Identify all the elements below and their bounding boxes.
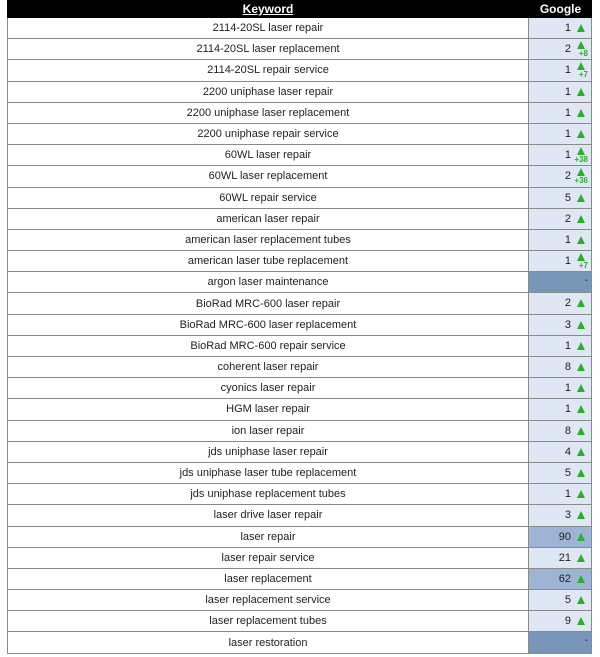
- table-header: [7, 0, 592, 18]
- rank-change: +7: [578, 261, 588, 271]
- rank-value: 5: [564, 594, 571, 607]
- keyword-cell: laser replacement: [7, 569, 529, 589]
- table-row: [7, 632, 592, 653]
- trend-up-icon: [577, 321, 585, 329]
- table-row: [7, 60, 592, 81]
- rank-value: 1: [564, 255, 571, 268]
- table-row: [7, 569, 592, 590]
- trend-up-icon: [577, 363, 585, 371]
- keyword-cell: laser replacement service: [7, 590, 529, 610]
- google-rank-cell: [529, 336, 592, 356]
- rank-value: 2: [564, 212, 571, 225]
- google-rank-cell: [529, 484, 592, 504]
- google-rank-cell: [529, 399, 592, 419]
- google-rank-cell: [529, 442, 592, 462]
- trend-up-icon: [577, 405, 585, 413]
- google-rank-cell: [529, 632, 592, 652]
- google-rank-cell: [529, 230, 592, 250]
- keyword-cell: 60WL laser repair: [7, 145, 529, 165]
- google-rank-cell: [529, 357, 592, 377]
- keyword-cell: BioRad MRC-600 laser repair: [7, 293, 529, 313]
- rank-value: 2: [564, 43, 571, 56]
- table-row: [7, 103, 592, 124]
- google-rank-cell: [529, 145, 592, 165]
- google-rank-cell: [529, 590, 592, 610]
- table-body: [7, 18, 592, 654]
- trend-up-icon: [577, 490, 585, 498]
- google-rank-cell: [529, 166, 592, 186]
- trend-up-icon: [577, 596, 585, 604]
- rank-change: +7: [578, 70, 588, 80]
- rank-value: 1: [564, 149, 571, 162]
- rank-change: +38: [574, 155, 588, 165]
- rank-value: 1: [564, 382, 571, 395]
- table-row: [7, 590, 592, 611]
- rank-value: 4: [564, 445, 571, 458]
- trend-up-icon: [577, 299, 585, 307]
- keyword-cell: argon laser maintenance: [7, 272, 529, 292]
- trend-up-icon: [577, 427, 585, 435]
- table-row: [7, 611, 592, 632]
- keyword-cell: 2200 uniphase laser repair: [7, 82, 529, 102]
- trend-up-icon: [577, 448, 585, 456]
- rank-value: 1: [564, 85, 571, 98]
- keyword-cell: laser drive laser repair: [7, 505, 529, 525]
- trend-up-icon: [577, 533, 585, 541]
- keyword-cell: 2114-20SL repair service: [7, 60, 529, 80]
- trend-up-icon: [577, 130, 585, 138]
- trend-up-icon: [577, 511, 585, 519]
- keyword-column-header[interactable]: Keyword: [242, 2, 294, 16]
- keyword-cell: 2200 uniphase laser replacement: [7, 103, 529, 123]
- google-rank-cell: [529, 378, 592, 398]
- table-row: [7, 124, 592, 145]
- google-rank-cell: [529, 548, 592, 568]
- keyword-cell: jds uniphase laser tube replacement: [7, 463, 529, 483]
- table-row: [7, 209, 592, 230]
- google-rank-cell: [529, 293, 592, 313]
- keyword-cell: 2114-20SL laser replacement: [7, 39, 529, 59]
- table-row: [7, 293, 592, 314]
- trend-up-icon: [577, 41, 585, 49]
- keyword-cell: laser restoration: [7, 632, 529, 652]
- rank-value: 90: [558, 530, 571, 543]
- table-row: [7, 399, 592, 420]
- trend-up-icon: [577, 24, 585, 32]
- keyword-cell: ion laser repair: [7, 421, 529, 441]
- table-row: [7, 357, 592, 378]
- rank-value: 2: [564, 170, 571, 183]
- google-column-header[interactable]: Google: [539, 2, 582, 16]
- keyword-cell: 2114-20SL laser repair: [7, 18, 529, 38]
- table-row: [7, 463, 592, 484]
- keyword-cell: laser repair service: [7, 548, 529, 568]
- keyword-cell: laser replacement tubes: [7, 611, 529, 631]
- trend-up-icon: [577, 168, 585, 176]
- table-row: [7, 230, 592, 251]
- rank-value: 1: [564, 127, 571, 140]
- table-row: [7, 505, 592, 526]
- google-rank-cell: [529, 124, 592, 144]
- trend-up-icon: [577, 617, 585, 625]
- table-row: [7, 145, 592, 166]
- rank-value: 1: [564, 339, 571, 352]
- google-rank-cell: [529, 251, 592, 271]
- table-row: [7, 336, 592, 357]
- rank-value: 2: [564, 297, 571, 310]
- google-rank-cell: [529, 188, 592, 208]
- google-rank-cell: [529, 315, 592, 335]
- keyword-cell: american laser replacement tubes: [7, 230, 529, 250]
- keyword-cell: BioRad MRC-600 laser replacement: [7, 315, 529, 335]
- keyword-cell: 2200 uniphase repair service: [7, 124, 529, 144]
- table-row: [7, 251, 592, 272]
- table-row: [7, 442, 592, 463]
- keyword-cell: jds uniphase replacement tubes: [7, 484, 529, 504]
- trend-up-icon: [577, 236, 585, 244]
- google-rank-cell: [529, 421, 592, 441]
- keyword-cell: laser repair: [7, 527, 529, 547]
- google-rank-cell: [529, 505, 592, 525]
- trend-up-icon: [577, 88, 585, 96]
- trend-up-icon: [577, 554, 585, 562]
- google-rank-cell: [529, 103, 592, 123]
- trend-up-icon: [577, 62, 585, 70]
- table-row: [7, 378, 592, 399]
- keyword-cell: jds uniphase laser repair: [7, 442, 529, 462]
- trend-up-icon: [577, 342, 585, 350]
- rank-value: 62: [558, 572, 571, 585]
- rank-value: 1: [564, 64, 571, 77]
- rank-value: 9: [564, 615, 571, 628]
- table-row: [7, 315, 592, 336]
- google-rank-cell: [529, 272, 592, 292]
- rank-value: 1: [564, 106, 571, 119]
- google-rank-cell: [529, 463, 592, 483]
- rank-value: 1: [564, 488, 571, 501]
- google-rank-cell: [529, 527, 592, 547]
- trend-up-icon: [577, 147, 585, 155]
- table-row: [7, 39, 592, 60]
- rank-value: 1: [564, 22, 571, 34]
- table-row: [7, 166, 592, 187]
- google-rank-cell: [529, 82, 592, 102]
- table-row: [7, 82, 592, 103]
- table-row: [7, 548, 592, 569]
- keyword-ranking-table: [7, 0, 592, 654]
- trend-up-icon: [577, 215, 585, 223]
- rank-change: +8: [578, 49, 588, 59]
- google-rank-cell: [529, 209, 592, 229]
- rank-value: 8: [564, 361, 571, 373]
- google-rank-cell: [529, 39, 592, 59]
- trend-up-icon: [577, 384, 585, 392]
- rank-value: 3: [564, 318, 571, 331]
- rank-value: 1: [564, 403, 571, 416]
- rank-value: 5: [564, 191, 571, 204]
- table-row: [7, 272, 592, 293]
- trend-up-icon: [577, 575, 585, 583]
- keyword-cell: 60WL repair service: [7, 188, 529, 208]
- rank-change: +36: [574, 176, 588, 186]
- keyword-cell: coherent laser repair: [7, 357, 529, 377]
- table-row: [7, 484, 592, 505]
- trend-up-icon: [577, 469, 585, 477]
- rank-value: 1: [564, 233, 571, 246]
- google-rank-cell: [529, 569, 592, 589]
- google-rank-cell: [529, 18, 592, 38]
- trend-up-icon: [577, 253, 585, 261]
- rank-value: 3: [564, 509, 571, 522]
- table-row: [7, 188, 592, 209]
- no-rank-value: -: [584, 275, 588, 287]
- rank-value: 21: [558, 551, 571, 564]
- keyword-cell: cyonics laser repair: [7, 378, 529, 398]
- no-rank-value: -: [584, 635, 588, 647]
- trend-up-icon: [577, 109, 585, 117]
- keyword-cell: american laser repair: [7, 209, 529, 229]
- keyword-cell: HGM laser repair: [7, 399, 529, 419]
- table-row: [7, 421, 592, 442]
- google-rank-cell: [529, 60, 592, 80]
- table-row: [7, 527, 592, 548]
- keyword-cell: 60WL laser replacement: [7, 166, 529, 186]
- table-row: [7, 18, 592, 39]
- keyword-cell: american laser tube replacement: [7, 251, 529, 271]
- trend-up-icon: [577, 194, 585, 202]
- google-rank-cell: [529, 611, 592, 631]
- rank-value: 5: [564, 466, 571, 479]
- rank-value: 8: [564, 424, 571, 437]
- keyword-cell: BioRad MRC-600 repair service: [7, 336, 529, 356]
